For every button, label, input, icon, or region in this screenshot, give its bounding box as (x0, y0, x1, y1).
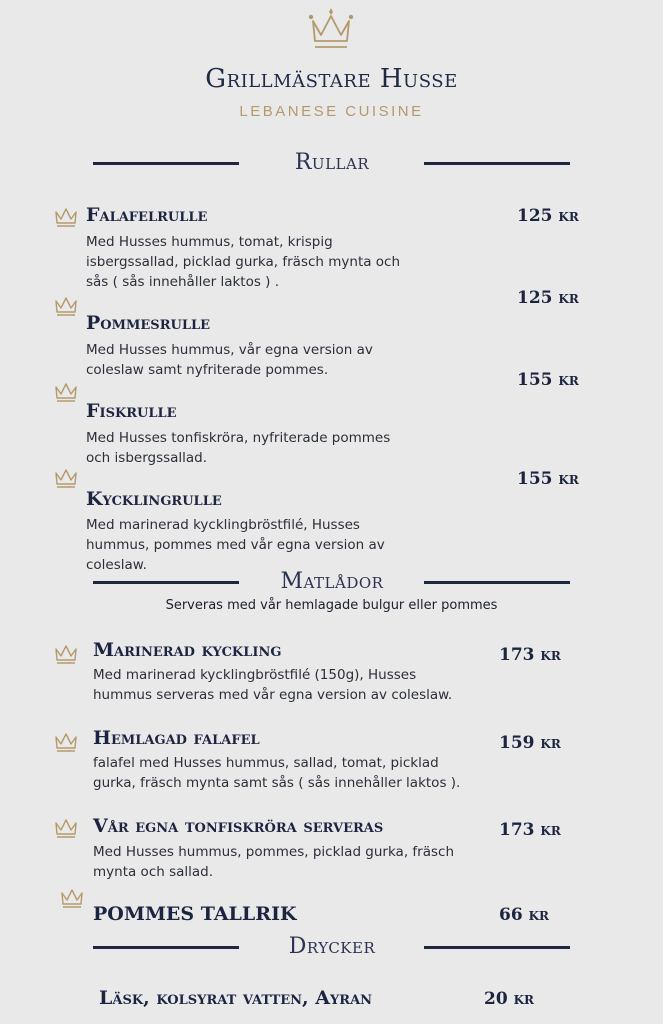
crown-bullet-icon (53, 816, 79, 840)
section-note: Serveras med vår hemlagade bulgur eller pommes (165, 598, 498, 613)
section-title-drycker: Drycker (288, 934, 376, 959)
restaurant-subtitle: LEBANESE CUISINE (239, 103, 424, 120)
divider-left (93, 946, 239, 949)
divider-right (424, 581, 570, 584)
item-description: Med Husses tonfiskröra, nyfriterade pommes och isbergssallad. (86, 430, 391, 466)
divider-left (93, 162, 239, 165)
item-name: Fiskrulle (86, 400, 177, 422)
item-price: 66 kr (499, 905, 549, 925)
crown-bullet-icon (59, 886, 85, 910)
item-name: Vår egna tonfiskröra serveras (93, 815, 384, 837)
item-price: 173 kr (499, 820, 561, 840)
item-name: POMMES TALLRIK (93, 903, 297, 925)
restaurant-title: Grillmästare Husse (205, 64, 458, 94)
crown-logo-icon (307, 7, 355, 51)
item-description: Med marinerad kycklingbröstfilé (150g), Husses hummus serveras med vår egna version av coleslaw. (93, 667, 453, 703)
item-price: 159 kr (499, 733, 561, 753)
item-name: Läsk, kolsyrat vatten, Ayran (99, 987, 373, 1009)
item-name: Falafelrulle (86, 204, 208, 226)
item-description: falafel med Husses hummus, sallad, tomat, picklad gurka, fräsch mynta samt sås ( sås innehåller laktos ). (93, 755, 461, 791)
item-price: 125 kr (517, 288, 579, 308)
crown-bullet-icon (53, 466, 79, 490)
item-price: 155 kr (517, 469, 579, 489)
item-name: Kycklingrulle (86, 488, 222, 510)
crown-bullet-icon (53, 380, 79, 404)
item-name: Hemlagad falafel (93, 727, 260, 749)
item-description: Med Husses hummus, pommes, picklad gurka, fräsch mynta och sallad. (93, 844, 454, 880)
item-description: Med Husses hummus, tomat, krispig isbergssallad, picklad gurka, fräsch mynta och sås ( sås innehåller laktos ) . (86, 234, 401, 290)
item-description: Med marinerad kycklingbröstfilé, Husses hummus, pommes med vår egna version av coleslaw. (86, 517, 385, 573)
crown-bullet-icon (53, 642, 79, 666)
item-price: 20 kr (484, 989, 534, 1009)
section-title-rullar: Rullar (294, 150, 370, 175)
item-price: 155 kr (517, 370, 579, 390)
divider-left (93, 581, 239, 584)
item-price: 173 kr (499, 645, 561, 665)
item-description: Med Husses hummus, vår egna version av coleslaw samt nyfriterade pommes. (86, 342, 373, 378)
divider-right (424, 162, 570, 165)
section-title-matlador: Matlådor (280, 569, 384, 594)
item-name: Marinerad kyckling (93, 639, 282, 661)
item-name: Pommesrulle (86, 312, 211, 334)
item-price: 125 kr (517, 206, 579, 226)
crown-bullet-icon (53, 730, 79, 754)
divider-right (424, 946, 570, 949)
crown-bullet-icon (53, 205, 79, 229)
crown-bullet-icon (53, 294, 79, 318)
